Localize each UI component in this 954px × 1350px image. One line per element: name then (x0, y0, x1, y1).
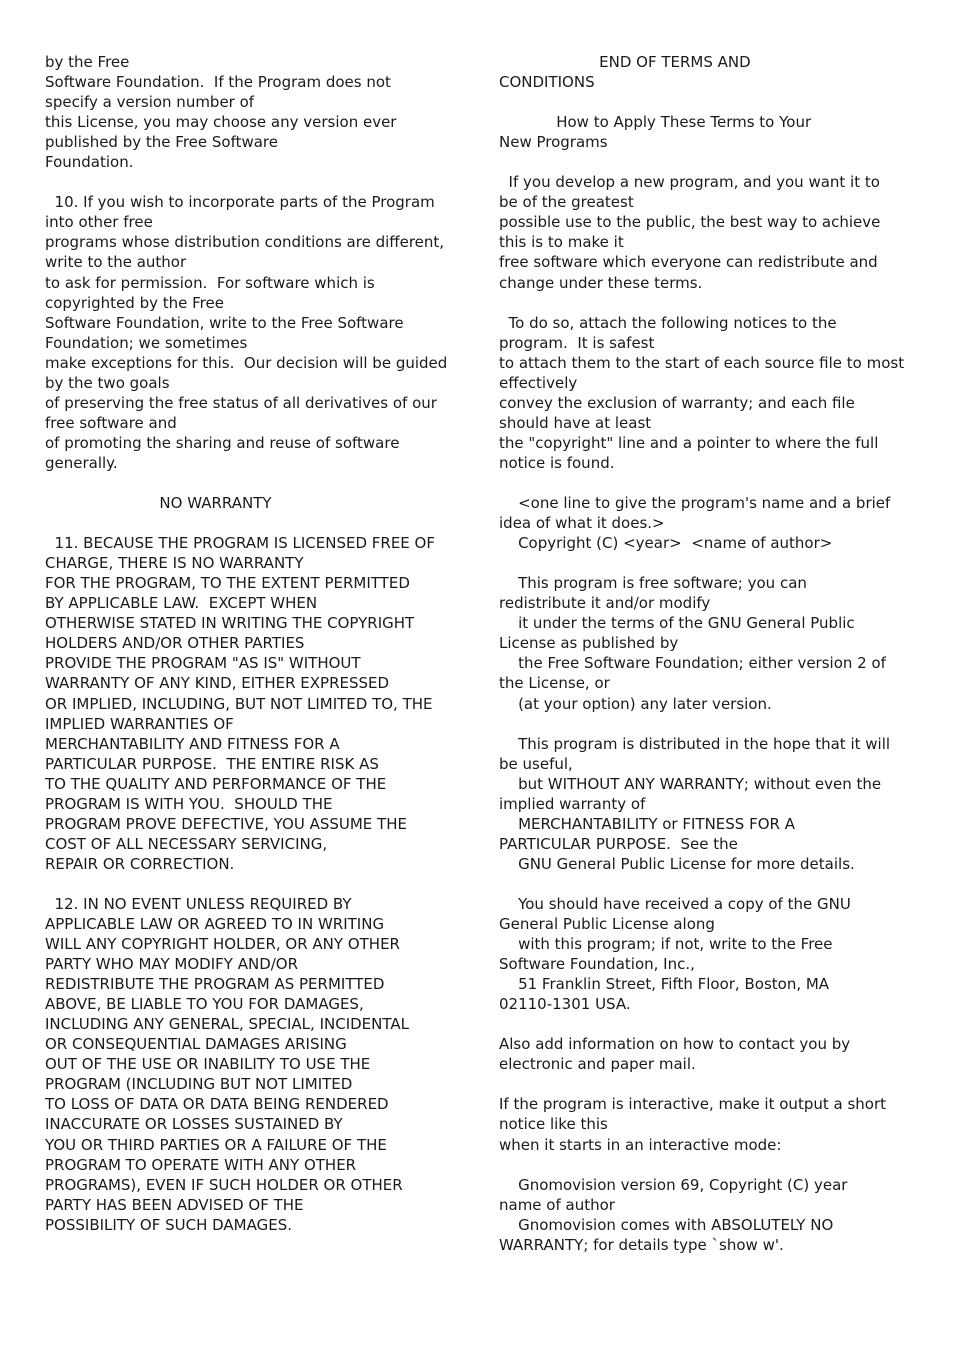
right-column-line: notice is found. (499, 453, 615, 472)
left-column-line: programs whose distribution conditions are different, (45, 233, 445, 252)
right-column-line (499, 1074, 909, 1094)
right-column-line: be useful, (499, 754, 573, 773)
left-column-line: 11. BECAUSE THE PROGRAM IS LICENSED FREE OF (45, 534, 435, 553)
left-column-line: by the two goals (45, 373, 170, 392)
left-column-line: ABOVE, BE LIABLE TO YOU FOR DAMAGES, (45, 995, 364, 1014)
right-column-line (499, 874, 909, 894)
right-column-line: If you develop a new program, and you want it to (499, 173, 880, 192)
right-column-line: How to Apply These Terms to Your (499, 113, 812, 132)
left-column-line: PARTICULAR PURPOSE. THE ENTIRE RISK AS (45, 754, 379, 773)
right-column-line: PARTICULAR PURPOSE. See the (499, 834, 738, 853)
right-column-line (499, 92, 909, 112)
right-column-line (499, 152, 909, 172)
right-column-line: WARRANTY; for details type `show w'. (499, 1235, 784, 1254)
right-column-line: Gnomovision version 69, Copyright (C) year (499, 1175, 848, 1194)
left-column-line (45, 473, 455, 493)
left-column-line: free software and (45, 413, 177, 432)
right-column-line: This program is free software; you can (499, 574, 807, 593)
left-column-line: by the Free (45, 53, 130, 71)
left-column-line: of preserving the free status of all derivatives of our (45, 393, 437, 412)
right-column-line: this is to make it (499, 233, 624, 252)
left-column-line: CHARGE, THERE IS NO WARRANTY (45, 554, 304, 573)
right-column-line: convey the exclusion of warranty; and each file (499, 393, 855, 412)
left-column-line: PROGRAM PROVE DEFECTIVE, YOU ASSUME THE (45, 814, 407, 833)
right-column-line: License as published by (499, 634, 679, 653)
left-column-line: PROGRAM IS WITH YOU. SHOULD THE (45, 794, 333, 813)
right-column-line: program. It is safest (499, 333, 655, 352)
left-column-line: WARRANTY OF ANY KIND, EITHER EXPRESSED (45, 674, 390, 693)
left-column-line: PROGRAMS), EVEN IF SUCH HOLDER OR OTHER (45, 1175, 403, 1194)
right-column-line: should have at least (499, 413, 652, 432)
left-column-line: POSSIBILITY OF SUCH DAMAGES. (45, 1215, 293, 1234)
right-column-line: to attach them to the start of each source file to most (499, 353, 905, 372)
left-column-line: FOR THE PROGRAM, TO THE EXTENT PERMITTED (45, 574, 410, 593)
left-column-line: BY APPLICABLE LAW. EXCEPT WHEN (45, 594, 318, 613)
left-column-line: Foundation. (45, 153, 134, 172)
left-column-line: this License, you may choose any version ever (45, 113, 397, 132)
right-column-line (499, 1014, 909, 1034)
right-column-line: be of the greatest (499, 193, 634, 212)
left-column-line: Software Foundation, write to the Free Software (45, 313, 404, 332)
left-column-line: REDISTRIBUTE THE PROGRAM AS PERMITTED (45, 975, 385, 994)
right-column-line: You should have received a copy of the GNU (499, 894, 851, 913)
right-column-line: idea of what it does.> (499, 514, 665, 533)
left-column-line: COST OF ALL NECESSARY SERVICING, (45, 834, 328, 853)
left-column-line: MERCHANTABILITY AND FITNESS FOR A (45, 734, 340, 753)
right-column-line: the License, or (499, 674, 610, 693)
right-column-line: CONDITIONS (499, 73, 595, 92)
left-column-line (45, 172, 455, 192)
right-column-line (499, 714, 909, 734)
left-column-line: OR IMPLIED, INCLUDING, BUT NOT LIMITED TO, THE (45, 694, 433, 713)
right-column-line: Gnomovision comes with ABSOLUTELY NO (499, 1215, 834, 1234)
left-column-line: OUT OF THE USE OR INABILITY TO USE THE (45, 1055, 371, 1074)
left-column-line: generally. (45, 453, 118, 472)
right-text-column (499, 52, 909, 1255)
left-column-line: PROVIDE THE PROGRAM "AS IS" WITHOUT (45, 654, 361, 673)
left-column-line: NO WARRANTY (45, 494, 272, 513)
left-column-line: WILL ANY COPYRIGHT HOLDER, OR ANY OTHER (45, 935, 400, 954)
right-column-line: name of author (499, 1195, 615, 1214)
left-column-line: write to the author (45, 253, 187, 272)
left-column-line: INCLUDING ANY GENERAL, SPECIAL, INCIDENTAL (45, 1015, 409, 1034)
left-column-line: 10. If you wish to incorporate parts of the Program (45, 193, 435, 212)
right-column-line (499, 473, 909, 493)
right-column-line: END OF TERMS AND (499, 53, 751, 71)
right-column-line: possible use to the public, the best way to achieve (499, 213, 881, 232)
left-column-line: PROGRAM TO OPERATE WITH ANY OTHER (45, 1155, 357, 1174)
right-column-line: implied warranty of (499, 794, 646, 813)
left-column-line: PARTY WHO MAY MODIFY AND/OR (45, 955, 299, 974)
right-column-line: Software Foundation, Inc., (499, 955, 695, 974)
right-column-line: <one line to give the program's name and a brief (499, 494, 891, 513)
right-column-line: GNU General Public License for more details. (499, 854, 855, 873)
left-column-line: copyrighted by the Free (45, 293, 224, 312)
left-text-column (45, 52, 455, 1235)
right-column-line: electronic and paper mail. (499, 1055, 696, 1074)
right-column-line: redistribute it and/or modify (499, 594, 711, 613)
right-column-line: effectively (499, 373, 578, 392)
left-column-line: make exceptions for this. Our decision will be guided (45, 353, 448, 372)
left-column-line: Foundation; we sometimes (45, 333, 248, 352)
left-column-line: OR CONSEQUENTIAL DAMAGES ARISING (45, 1035, 347, 1054)
right-column-line: To do so, attach the following notices to the (499, 313, 837, 332)
left-column-line (45, 513, 455, 533)
left-column-line: Software Foundation. If the Program does not (45, 73, 391, 92)
left-column-line: IMPLIED WARRANTIES OF (45, 714, 234, 733)
right-column-line: General Public License along (499, 915, 715, 934)
right-column-line: MERCHANTABILITY or FITNESS FOR A (499, 814, 795, 833)
right-column-line: notice like this (499, 1115, 608, 1134)
right-column-line: change under these terms. (499, 273, 703, 292)
right-column-line: Also add information on how to contact you by (499, 1035, 851, 1054)
left-column-line: APPLICABLE LAW OR AGREED TO IN WRITING (45, 915, 385, 934)
right-column-line (499, 553, 909, 573)
right-column-line: Copyright (C) <year> <name of author> (499, 534, 833, 553)
right-column-line: 51 Franklin Street, Fifth Floor, Boston, MA (499, 975, 830, 994)
left-column-line: TO LOSS OF DATA OR DATA BEING RENDERED (45, 1095, 389, 1114)
left-column-line: HOLDERS AND/OR OTHER PARTIES (45, 634, 305, 653)
right-column-line: with this program; if not, write to the Free (499, 935, 833, 954)
right-column-line: when it starts in an interactive mode: (499, 1135, 782, 1154)
left-column-line: INACCURATE OR LOSSES SUSTAINED BY (45, 1115, 343, 1134)
right-column-line: New Programs (499, 133, 608, 152)
left-column-line: of promoting the sharing and reuse of software (45, 433, 400, 452)
right-column-line (499, 1155, 909, 1175)
left-column-line: PROGRAM (INCLUDING BUT NOT LIMITED (45, 1075, 353, 1094)
right-column-line: it under the terms of the GNU General Public (499, 614, 855, 633)
left-column-line: specify a version number of (45, 93, 255, 112)
right-column-line (499, 293, 909, 313)
right-column-line: (at your option) any later version. (499, 694, 772, 713)
right-column-line: This program is distributed in the hope that it will (499, 734, 891, 753)
left-column-line: YOU OR THIRD PARTIES OR A FAILURE OF THE (45, 1135, 387, 1154)
left-column-line: REPAIR OR CORRECTION. (45, 854, 235, 873)
right-column-line: free software which everyone can redistribute and (499, 253, 878, 272)
left-column-line: to ask for permission. For software which is (45, 273, 375, 292)
right-column-line: but WITHOUT ANY WARRANTY; without even the (499, 774, 882, 793)
left-column-line: OTHERWISE STATED IN WRITING THE COPYRIGHT (45, 614, 415, 633)
left-column-line: PARTY HAS BEEN ADVISED OF THE (45, 1195, 304, 1214)
left-column-line: TO THE QUALITY AND PERFORMANCE OF THE (45, 774, 387, 793)
right-column-line: the Free Software Foundation; either version 2 of (499, 654, 886, 673)
left-column-line: 12. IN NO EVENT UNLESS REQUIRED BY (45, 894, 352, 913)
right-column-line: 02110-1301 USA. (499, 995, 631, 1014)
left-column-line: published by the Free Software (45, 133, 278, 152)
right-column-line: If the program is interactive, make it output a short (499, 1095, 887, 1114)
right-column-line: the "copyright" line and a pointer to where the full (499, 433, 879, 452)
left-column-line: into other free (45, 213, 153, 232)
left-column-line (45, 874, 455, 894)
